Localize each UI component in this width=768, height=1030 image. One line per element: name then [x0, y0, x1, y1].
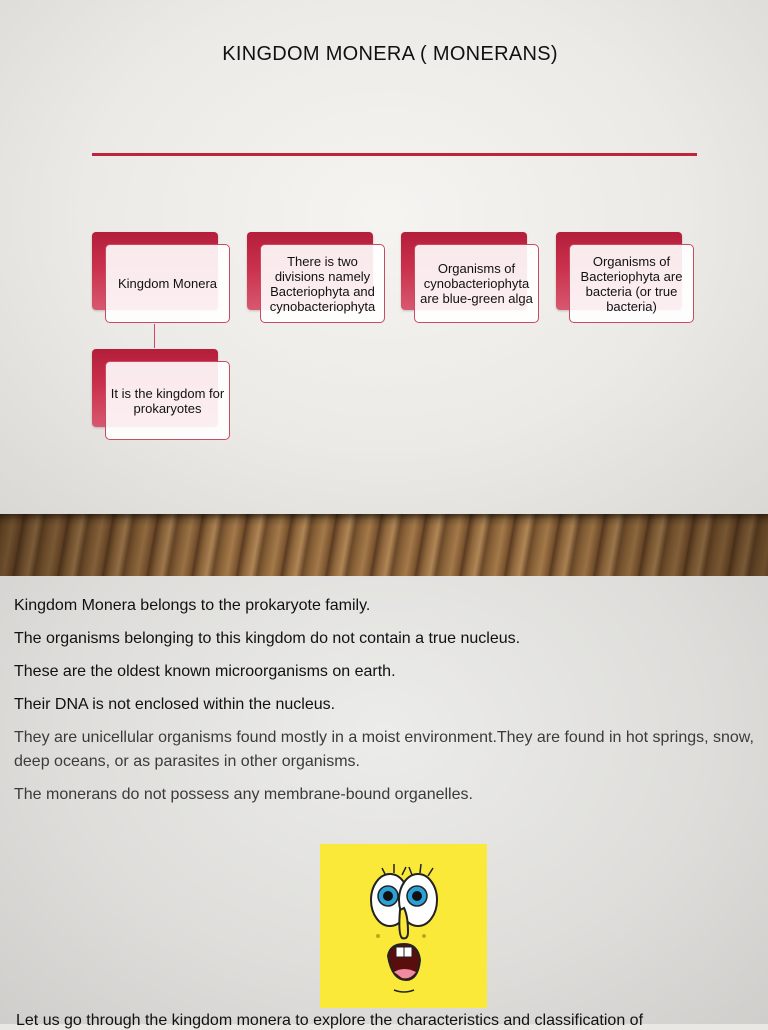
fact-list: [14, 594, 754, 816]
node-label: Organisms of cynobacteriophyta are blue-green alga: [414, 244, 539, 323]
node-connector: [154, 324, 155, 348]
node-two-divisions: [247, 232, 387, 326]
node-kingdom-monera: [92, 232, 232, 326]
fact-line: The monerans do not possess any membrane-bound organelles.: [14, 786, 473, 803]
fact-line: Kingdom Monera belongs to the prokaryote family.: [14, 597, 371, 614]
wood-floor-divider: [0, 514, 768, 576]
node-prokaryotes: [92, 349, 232, 443]
fact-line: Their DNA is not enclosed within the nucleus.: [14, 696, 336, 713]
shocked-sponge-face-icon: [320, 844, 487, 1008]
node-cynobacteriophyta: [401, 232, 541, 326]
node-label: There is two divisions namely Bacteriophyta and cynobacteriophyta: [260, 244, 385, 323]
slide-monera-facts: [0, 576, 768, 1029]
node-bacteriophyta: [556, 232, 696, 326]
fact-line: The organisms belonging to this kingdom do not contain a true nucleus.: [14, 630, 521, 647]
fact-line: These are the oldest known microorganisms on earth.: [14, 663, 396, 680]
title-divider: [92, 153, 697, 156]
cut-off-text-line: Let us go through the kingdom monera to explore the characteristics and classification of: [16, 1012, 644, 1029]
slide-title: KINGDOM MONERA ( MONERANS): [222, 43, 558, 65]
node-label: Organisms of Bacteriophyta are bacteria (or true bacteria): [569, 244, 694, 323]
fact-line: They are unicellular organisms found mostly in a moist environment.They are found in hot springs, snow, deep oceans, or as parasites in other organisms.: [14, 729, 754, 770]
node-label: Kingdom Monera: [105, 244, 230, 323]
slide-monera-overview: [0, 0, 768, 514]
node-label: It is the kingdom for prokaryotes: [105, 361, 230, 440]
